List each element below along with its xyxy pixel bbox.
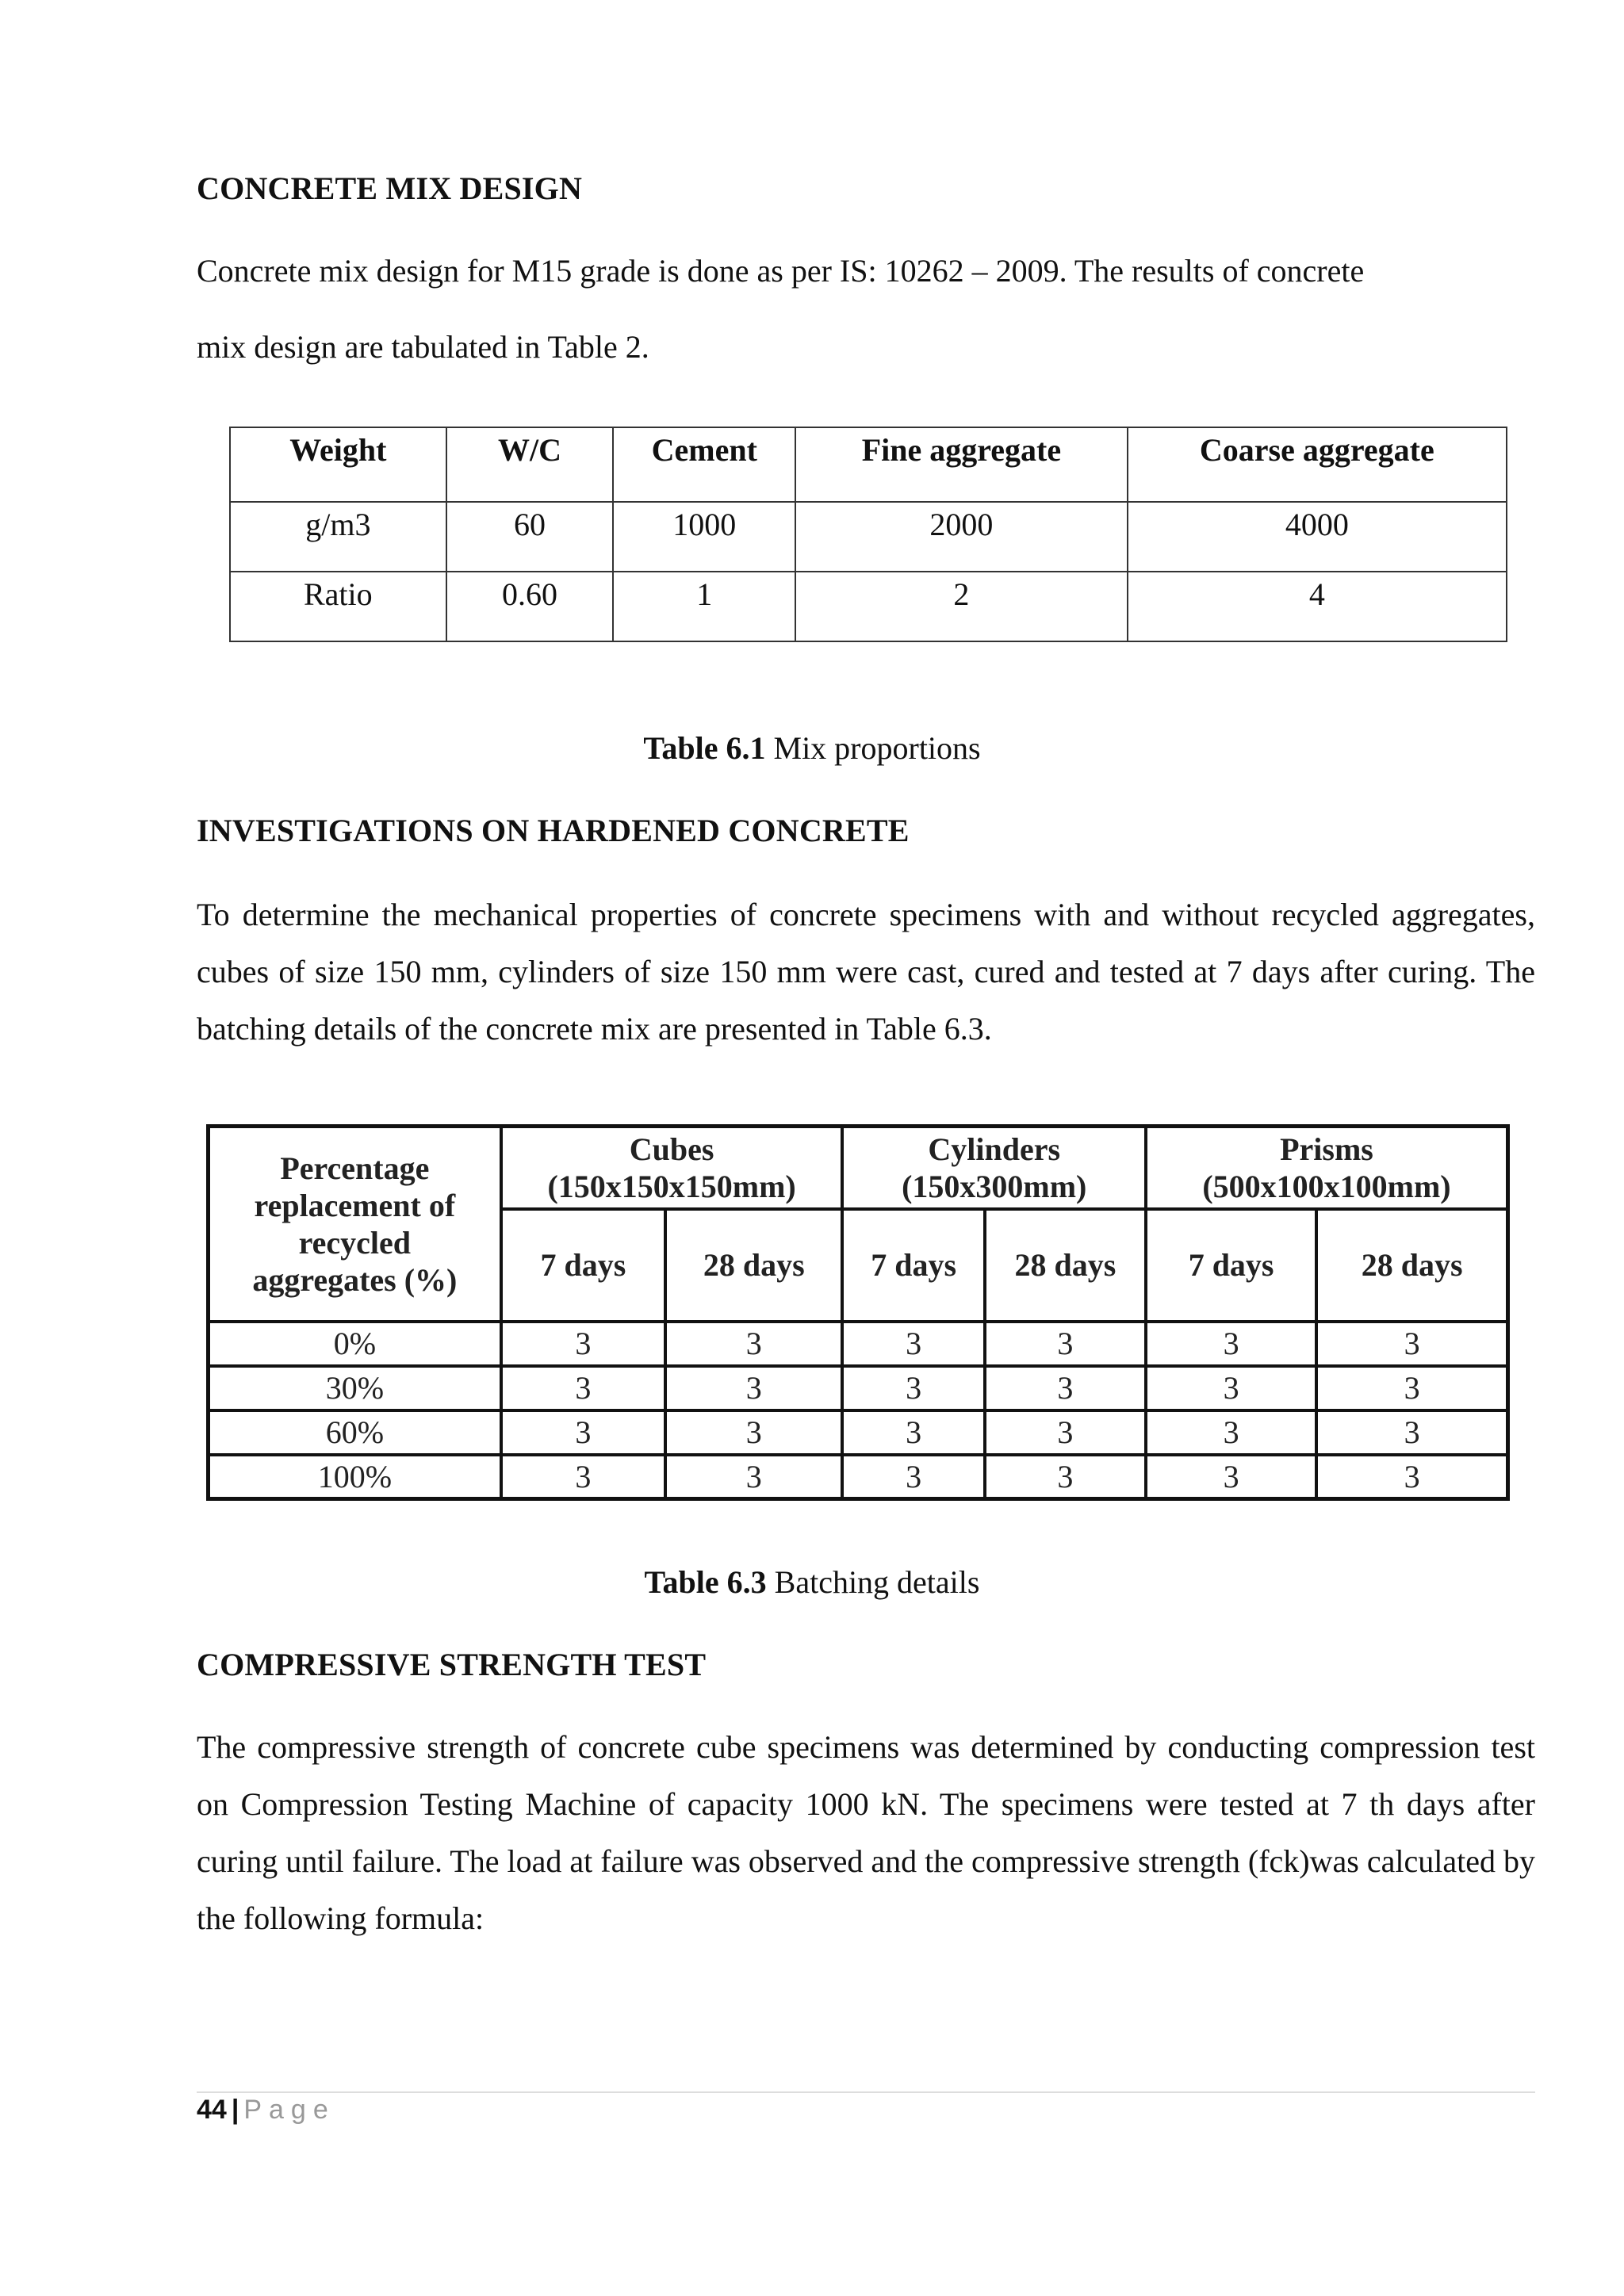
table-cell: 3 <box>665 1322 842 1366</box>
table-cell: 30% <box>209 1366 501 1410</box>
table-cell: 1000 <box>613 502 795 572</box>
heading-concrete-mix-design: CONCRETE MIX DESIGN <box>197 170 583 206</box>
table-cell: 3 <box>842 1322 984 1366</box>
mix-proportions-table <box>229 427 1507 642</box>
table-6-3-caption <box>0 1563 1624 1601</box>
subheader-cell: 28 days <box>665 1209 842 1322</box>
table-cell: 3 <box>665 1455 842 1499</box>
table-header-row <box>209 1127 1508 1209</box>
table-row <box>209 1322 1508 1366</box>
table-cell: 3 <box>1146 1322 1316 1366</box>
table-cell: 1 <box>613 572 795 641</box>
group-name: Cylinders <box>928 1131 1061 1167</box>
group-name: Cubes <box>629 1131 714 1167</box>
table-row <box>209 1366 1508 1410</box>
group-header-prisms <box>1146 1127 1508 1209</box>
header-cell: Cement <box>613 427 795 502</box>
table-cell: 60 <box>446 502 614 572</box>
table-cell: 4000 <box>1128 502 1507 572</box>
header-cell: Weight <box>230 427 446 502</box>
table-row <box>209 1455 1508 1499</box>
table-cell: 3 <box>985 1322 1146 1366</box>
table-cell: 3 <box>1316 1410 1507 1455</box>
table-cell: 3 <box>842 1455 984 1499</box>
table-cell: 3 <box>985 1410 1146 1455</box>
paragraph-line: mix design are tabulated in Table 2. <box>197 329 649 365</box>
group-size: (150x300mm) <box>902 1168 1087 1204</box>
subheader-cell: 7 days <box>1146 1209 1316 1322</box>
group-name: Prisms <box>1280 1131 1373 1167</box>
table-cell: 60% <box>209 1410 501 1455</box>
table-cell: 2 <box>795 572 1127 641</box>
table-header-row <box>230 427 1507 502</box>
caption-label: Table 6.1 <box>643 730 766 766</box>
table-cell: 3 <box>1316 1366 1507 1410</box>
table-row <box>209 1410 1508 1455</box>
row-header-cell: Percentage replacement of recycled aggregates (%) <box>209 1127 501 1322</box>
table-cell: 3 <box>1146 1455 1316 1499</box>
header-cell: Fine aggregate <box>795 427 1127 502</box>
table-cell: 0% <box>209 1322 501 1366</box>
page-label: Page <box>243 2095 335 2125</box>
table-cell: 0.60 <box>446 572 614 641</box>
table-cell: 3 <box>842 1410 984 1455</box>
table-cell: 4 <box>1128 572 1507 641</box>
table-cell: 3 <box>985 1455 1146 1499</box>
subheader-cell: 7 days <box>842 1209 984 1322</box>
paragraph-line: Concrete mix design for M15 grade is done as per IS: 10262 – 2009. The results of concrete <box>197 253 1365 289</box>
table-cell: 3 <box>1316 1455 1507 1499</box>
table-cell: 3 <box>985 1366 1146 1410</box>
table-6-1-caption <box>0 729 1624 767</box>
batching-details-table <box>206 1124 1510 1501</box>
table-cell: g/m3 <box>230 502 446 572</box>
caption-label: Table 6.3 <box>644 1564 767 1600</box>
table-cell: 3 <box>501 1410 665 1455</box>
caption-text: Mix proportions <box>765 730 981 766</box>
table-cell: 3 <box>501 1366 665 1410</box>
subheader-cell: 7 days <box>501 1209 665 1322</box>
footer-divider <box>197 2091 1535 2093</box>
header-cell: Coarse aggregate <box>1128 427 1507 502</box>
table-cell: 3 <box>842 1366 984 1410</box>
caption-text: Batching details <box>766 1564 980 1600</box>
table-cell: 2000 <box>795 502 1127 572</box>
table-cell: 3 <box>1316 1322 1507 1366</box>
table-cell: 3 <box>1146 1366 1316 1410</box>
table-cell: 3 <box>665 1366 842 1410</box>
group-header-cylinders <box>842 1127 1145 1209</box>
table-row <box>230 572 1507 641</box>
mix-design-paragraph <box>197 233 1535 385</box>
page-footer <box>197 2095 335 2126</box>
table-cell: 3 <box>501 1455 665 1499</box>
table-cell: 100% <box>209 1455 501 1499</box>
table-cell: 3 <box>665 1410 842 1455</box>
subheader-cell: 28 days <box>985 1209 1146 1322</box>
investigations-paragraph: To determine the mechanical properties of concrete specimens with and without recycled aggregates, cubes of size 150 mm, cylinders of size 150 mm were cast, cured and tested at 7 days after curing. The batching details of the concrete mix are presented in Table 6.3. <box>197 897 1535 1047</box>
compressive-strength-paragraph: The compressive strength of concrete cube specimens was determined by conducting compression test on Compression Testing Machine of capacity 1000 kN. The specimens were tested at 7 th days after curing until failure. The load at failure was observed and the compressive strength (fck)was calculated by the following formula: <box>197 1729 1535 1936</box>
table-cell: 3 <box>501 1322 665 1366</box>
group-size: (150x150x150mm) <box>547 1168 796 1204</box>
table-cell: Ratio <box>230 572 446 641</box>
heading-investigations-hardened-concrete: INVESTIGATIONS ON HARDENED CONCRETE <box>197 813 910 848</box>
group-size: (500x100x100mm) <box>1202 1168 1451 1204</box>
subheader-cell: 28 days <box>1316 1209 1507 1322</box>
group-header-cubes <box>501 1127 843 1209</box>
header-cell: W/C <box>446 427 614 502</box>
heading-compressive-strength-test: COMPRESSIVE STRENGTH TEST <box>197 1647 707 1682</box>
page-number: 44 <box>197 2095 227 2125</box>
table-cell: 3 <box>1146 1410 1316 1455</box>
table-row <box>230 502 1507 572</box>
footer-separator: | <box>231 2095 239 2125</box>
